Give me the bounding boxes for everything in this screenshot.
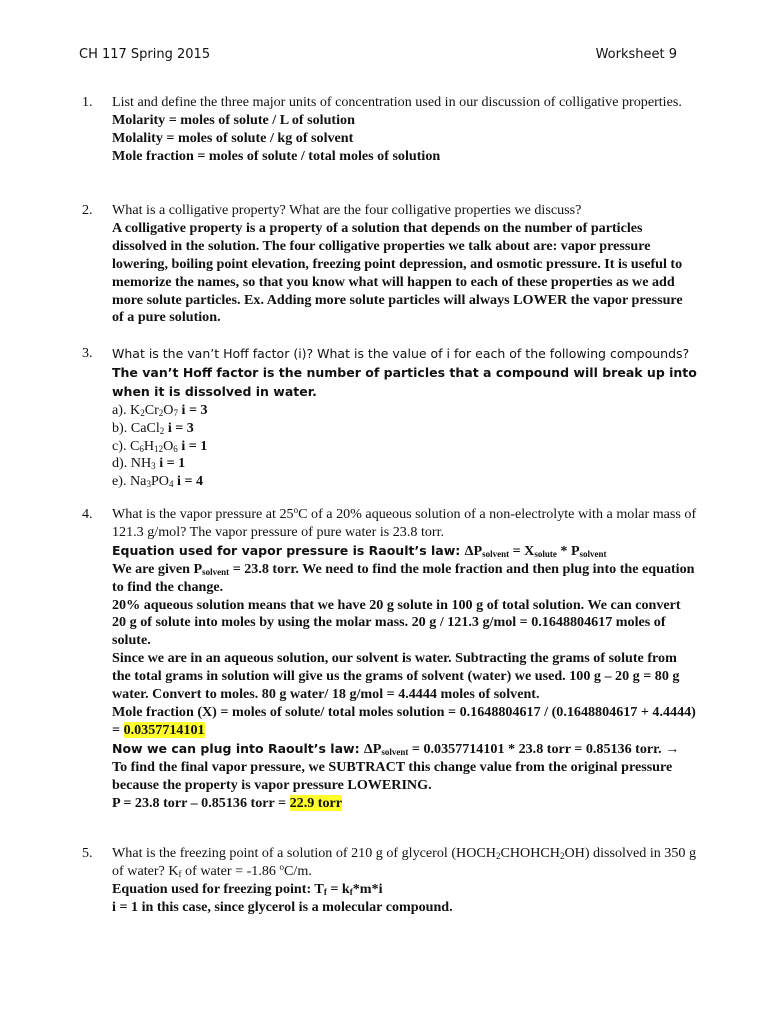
mole-fraction-line: Mole fraction (X) = moles of solute/ total moles solution = 0.1648804617 / (0.1648804617 + 4.4444) = 0.0357714101 xyxy=(112,703,696,738)
question-prompt xyxy=(112,345,697,402)
question-number: 1. xyxy=(82,94,93,110)
question-5 xyxy=(82,845,697,917)
answer-text: The van’t Hoff factor is the number of particles that a compound will break up into when it is dissolved in water. xyxy=(112,364,697,399)
answer-line: Mole fraction = moles of solute / total moles of solution xyxy=(112,147,441,164)
answer-paragraph: Since we are in an aqueous solution, our solvent is water. Subtracting the grams of solute from the total grams in solution will give us the grams of solvent (water) we used. 100 g – 20 g = 80 g water. Convert to moles. 80 g water/ 18 g/mol = 4.4444 moles of solvent. xyxy=(112,650,680,703)
question-prompt: List and define the three major units of concentration used in our discussion of colligative properties. xyxy=(112,94,682,110)
highlighted-result: 0.0357714101 xyxy=(123,721,205,738)
question-prompt-text: What is the van’t Hoff factor (i)? What is the value of i for each of the following compounds? xyxy=(112,346,690,361)
answer-line: i = 1 in this case, since glycerol is a molecular compound. xyxy=(112,898,453,915)
question-2 xyxy=(82,202,697,327)
question-number: 5. xyxy=(82,845,93,861)
arrow-icon: → xyxy=(665,740,680,757)
question-1 xyxy=(82,94,697,166)
equation-line: Equation used for vapor pressure is Raoult’s law: $\Delta P_{solvent} = X_{solute} * P_{solvent}$ xyxy=(112,542,607,559)
question-prompt: What is the freezing point of a solution of 210 g of glycerol $(HOCH_2CHOHCH_2OH)$ dissolved in 350 g of water? $K_f$ of water = -1.86 $^o$C/m. xyxy=(112,845,697,879)
question-number: 2. xyxy=(82,202,93,218)
question-number: 4. xyxy=(82,506,93,522)
course-header: CH 117 Spring 2015 xyxy=(79,47,211,62)
question-4 xyxy=(82,505,697,812)
question-number: 3. xyxy=(82,345,93,361)
list-item: c). $C_6H_{12}O_6$ i = 1 xyxy=(112,437,208,454)
answer-paragraph: We are given $P_{solvent} = 23.8$ torr. We need to find the mole fraction and then plug into the equation to find the change. xyxy=(112,560,695,595)
question-prompt: What is the vapor pressure at 25$^o$C of a 20% aqueous solution of a non-electrolyte with a molar mass of 121.3 g/mol? The vapor pressure of pure water is 23.8 torr. xyxy=(112,505,697,540)
final-answer-line: P = 23.8 torr – 0.85136 torr = 22.9 torr xyxy=(112,794,343,811)
list-item: b). CaCl$_2$ i = 3 xyxy=(112,419,194,436)
answer-paragraph: 20% aqueous solution means that we have 20 g solute in 100 g of total solution. We can convert 20 g of solute into moles by using the molar mass. 20 g / 121.3 g/mol = 0.1648804617 moles of solute. xyxy=(112,596,681,649)
worksheet-header: Worksheet 9 xyxy=(595,47,677,62)
list-item: a). $K_2Cr_2O_7$ i = 3 xyxy=(112,401,208,418)
question-3 xyxy=(82,345,697,491)
question-prompt: What is a colligative property? What are the four colligative properties we discuss? xyxy=(112,202,582,218)
list-item: e). $Na_3PO_4$ i = 4 xyxy=(112,473,204,490)
answer-line: Molarity = moles of solute / L of solution xyxy=(112,111,355,128)
list-item: d). $NH_3$ i = 1 xyxy=(112,455,186,472)
equation-line: Equation used for freezing point: $T_f = k_f*m*i$ xyxy=(112,880,383,897)
highlighted-result: 22.9 torr xyxy=(289,794,343,811)
answer-paragraph: A colligative property is a property of a solution that depends on the number of particles dissolved in the solution. The four colligative properties we talk about are: vapor pressure lowering, boiling point elevation, freezing point depression, and osmotic pressure. It is useful to memorize the names, so that you know what will happen to each of these properties as we add more solute particles. Ex. Adding more solute particles will always LOWER the vapor pressure of a pure solution. xyxy=(112,219,683,326)
answer-line: Molality = moles of solute / kg of solvent xyxy=(112,129,354,146)
raoult-plug-line: Now we can plug into Raoult’s law: $\Delta P_{solvent} = 0.0357714101 * 23.8$ torr = 0.85136 torr. → To find the final vapor pressure, we SUBTRACT this change value from the original pressure because the property is vapor pressure LOWERING. xyxy=(112,740,680,793)
